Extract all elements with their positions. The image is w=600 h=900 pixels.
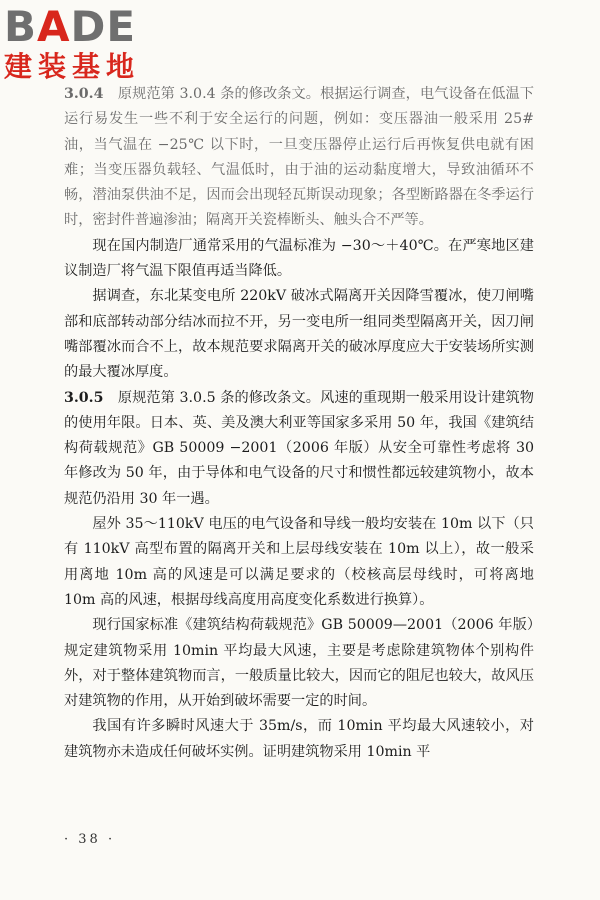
paragraph: 屋外 35～110kV 电压的电气设备和导线一般均安装在 10m 以下（只有 110kV 高型布置的隔离开关和上层母线安装在 10m 以上），故一般采用离地 10m 高的风速是可以满足要求的（校核高层母线时，可将离地 10m 高的风速，根据母线高度用高度变化系数进行换算）。 (64, 516, 534, 608)
paragraph-text: 原规范第 3.0.4 条的修改条文。根据运行调查，电气设备在低温下运行易发生一些不利于安全运行的问题，例如：变压器油一般采用 25# 油，当气温在 −25℃ 以下时，一旦变压器停止运行后再恢复供电就有困难；当变压器负载轻、气温低时，由于油的运动黏度增大，导致油循环不畅，潜油泵供油不足，因而会出现轻瓦斯误动现象；各型断路器在冬季运行时，密封件普遍渗油；隔离开关瓷棒断头、触头合不严等。 (64, 86, 534, 229)
paragraph-clause-3-0-4 (64, 82, 534, 234)
logo-letters-de: DE (70, 2, 137, 51)
logo-subtitle: 建装基地 (4, 50, 141, 83)
bade-logo (4, 4, 174, 92)
logo-wordmark (4, 4, 174, 50)
logo-letter-a: A (37, 2, 71, 51)
clause-number: 3.0.5 (64, 389, 104, 406)
paragraph-text: 原规范第 3.0.5 条的修改条文。风速的重现期一般采用设计建筑物的使用年限。日本、英、美及澳大利亚等国家多采用 50 年，我国《建筑结构荷载规范》GB 50009 −2001（2006 年版）从安全可靠性考虑将 30 年修改为 50 年，由于导体和电气设备的尺寸和惯性都远较建筑物小，故本规范仍沿用 30 年一遇。 (64, 389, 534, 507)
page-body (64, 82, 534, 765)
paragraph: 据调查，东北某变电所 220kV 破冰式隔离开关因降雪覆冰，使刀闸嘴部和底部转动部分结冰而拉不开，另一变电所一组同类型隔离开关，因刀闸嘴部覆冰而合不上，故本规范要求隔离开关的破冰厚度应大于安装场所实测的最大覆冰厚度。 (64, 288, 534, 381)
paragraph: 现在国内制造厂通常采用的气温标准为 −30～＋40℃。在严寒地区建议制造厂将气温下限值再适当降低。 (64, 237, 534, 280)
logo-letter-b: B (4, 2, 38, 51)
page-number: · 38 · (64, 832, 116, 847)
clause-number: 3.0.4 (64, 86, 104, 102)
paragraph: 我国有许多瞬时风速大于 35m/s，而 10min 平均最大风速较小，对建筑物亦未造成任何破坏实例。证明建筑物采用 10min 平 (64, 718, 534, 760)
paragraph-clause-3-0-5 (64, 386, 534, 512)
paragraph: 现行国家标准《建筑结构荷载规范》GB 50009—2001（2006 年版）规定建筑物采用 10min 平均最大风速，主要是考虑除建筑物体个别构件外，对于整体建筑物而言，一般质量比较大，因而它的阻尼也较大，故风压对建筑物的作用，从开始到破坏需要一定的时间。 (64, 617, 534, 710)
